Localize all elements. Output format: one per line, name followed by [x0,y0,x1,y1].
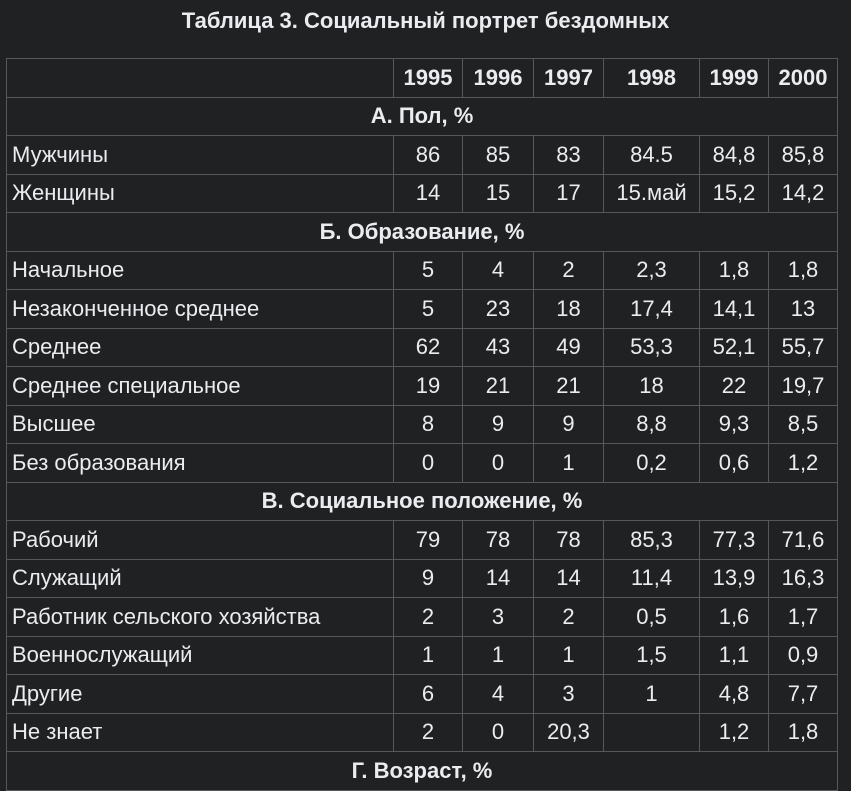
value-cell: 9 [534,405,604,444]
row-label: Рабочий [7,521,394,560]
table-row [7,675,838,714]
value-cell: 53,3 [604,328,700,367]
value-cell: 14,1 [700,290,769,329]
table-row [7,174,838,213]
value-cell: 14 [463,559,534,598]
year-header-cell: 1998 [604,59,700,98]
year-header-cell: 1996 [463,59,534,98]
value-cell: 16,3 [769,559,838,598]
value-cell: 13 [769,290,838,329]
value-cell: 85 [463,136,534,175]
table-row [7,598,838,637]
value-cell: 1 [394,636,463,675]
row-label: Другие [7,675,394,714]
value-cell: 77,3 [700,521,769,560]
value-cell: 4,8 [700,675,769,714]
row-label: Среднее специальное [7,367,394,406]
value-cell: 2,3 [604,251,700,290]
value-cell: 1,2 [769,444,838,483]
value-cell: 4 [463,675,534,714]
value-cell: 18 [534,290,604,329]
value-cell: 1 [604,675,700,714]
header-row [7,59,838,98]
value-cell: 0 [463,713,534,752]
value-cell: 78 [534,521,604,560]
value-cell: 11,4 [604,559,700,598]
value-cell: 2 [534,251,604,290]
value-cell: 1,8 [769,251,838,290]
value-cell: 20,3 [534,713,604,752]
section-header-row [7,482,838,521]
value-cell: 8 [394,405,463,444]
value-cell: 8,8 [604,405,700,444]
value-cell: 15 [463,174,534,213]
header-corner-cell [7,59,394,98]
row-label: Военнослужащий [7,636,394,675]
value-cell: 0,2 [604,444,700,483]
year-header-cell: 1999 [700,59,769,98]
row-label: Без образования [7,444,394,483]
value-cell: 0 [394,444,463,483]
value-cell: 0,6 [700,444,769,483]
value-cell: 3 [534,675,604,714]
value-cell: 1,2 [700,713,769,752]
row-label: Работник сельского хозяйства [7,598,394,637]
value-cell: 1,1 [700,636,769,675]
value-cell: 1,8 [700,251,769,290]
section-title: Б. Образование, % [7,213,838,252]
table-row [7,251,838,290]
value-cell: 14 [394,174,463,213]
table-row [7,290,838,329]
value-cell: 1,5 [604,636,700,675]
value-cell: 1,8 [769,713,838,752]
value-cell: 5 [394,251,463,290]
value-cell: 8,5 [769,405,838,444]
value-cell: 19 [394,367,463,406]
section-title: Г. Возраст, % [7,752,838,791]
table-row [7,521,838,560]
table-body [7,97,838,790]
value-cell: 14 [534,559,604,598]
table-row [7,328,838,367]
section-header-row [7,213,838,252]
value-cell: 17,4 [604,290,700,329]
row-label: Не знает [7,713,394,752]
table-row [7,559,838,598]
value-cell: 6 [394,675,463,714]
row-label: Высшее [7,405,394,444]
row-label: Мужчины [7,136,394,175]
value-cell: 43 [463,328,534,367]
value-cell: 15.май [604,174,700,213]
row-label: Среднее [7,328,394,367]
value-cell: 22 [700,367,769,406]
section-title: А. Пол, % [7,97,838,136]
value-cell: 1 [534,636,604,675]
table-row [7,444,838,483]
value-cell: 15,2 [700,174,769,213]
table-container [6,58,838,791]
table-row [7,136,838,175]
value-cell: 84,8 [700,136,769,175]
value-cell: 17 [534,174,604,213]
value-cell: 83 [534,136,604,175]
value-cell: 55,7 [769,328,838,367]
homeless-portrait-table [6,58,838,791]
table-row [7,405,838,444]
value-cell: 1 [463,636,534,675]
row-label: Служащий [7,559,394,598]
value-cell: 0 [463,444,534,483]
value-cell: 23 [463,290,534,329]
value-cell: 13,9 [700,559,769,598]
value-cell: 1 [534,444,604,483]
value-cell: 71,6 [769,521,838,560]
value-cell [604,713,700,752]
year-header-cell: 2000 [769,59,838,98]
value-cell: 1,7 [769,598,838,637]
value-cell: 9 [394,559,463,598]
value-cell: 3 [463,598,534,637]
row-label: Женщины [7,174,394,213]
table-row [7,713,838,752]
value-cell: 21 [534,367,604,406]
section-title: В. Социальное положение, % [7,482,838,521]
value-cell: 2 [394,598,463,637]
row-label: Начальное [7,251,394,290]
table-row [7,367,838,406]
value-cell: 49 [534,328,604,367]
table-row [7,636,838,675]
row-label: Незаконченное среднее [7,290,394,329]
value-cell: 85,3 [604,521,700,560]
value-cell: 21 [463,367,534,406]
value-cell: 0,9 [769,636,838,675]
value-cell: 86 [394,136,463,175]
value-cell: 19,7 [769,367,838,406]
value-cell: 0,5 [604,598,700,637]
value-cell: 2 [534,598,604,637]
value-cell: 5 [394,290,463,329]
value-cell: 4 [463,251,534,290]
year-header-cell: 1997 [534,59,604,98]
value-cell: 7,7 [769,675,838,714]
value-cell: 78 [463,521,534,560]
value-cell: 79 [394,521,463,560]
value-cell: 62 [394,328,463,367]
value-cell: 2 [394,713,463,752]
value-cell: 18 [604,367,700,406]
section-header-row [7,752,838,791]
value-cell: 1,6 [700,598,769,637]
value-cell: 14,2 [769,174,838,213]
value-cell: 84.5 [604,136,700,175]
value-cell: 9,3 [700,405,769,444]
section-header-row [7,97,838,136]
value-cell: 9 [463,405,534,444]
table-caption: Таблица 3. Социальный портрет бездомных [181,8,670,33]
value-cell: 85,8 [769,136,838,175]
year-header-cell: 1995 [394,59,463,98]
value-cell: 52,1 [700,328,769,367]
